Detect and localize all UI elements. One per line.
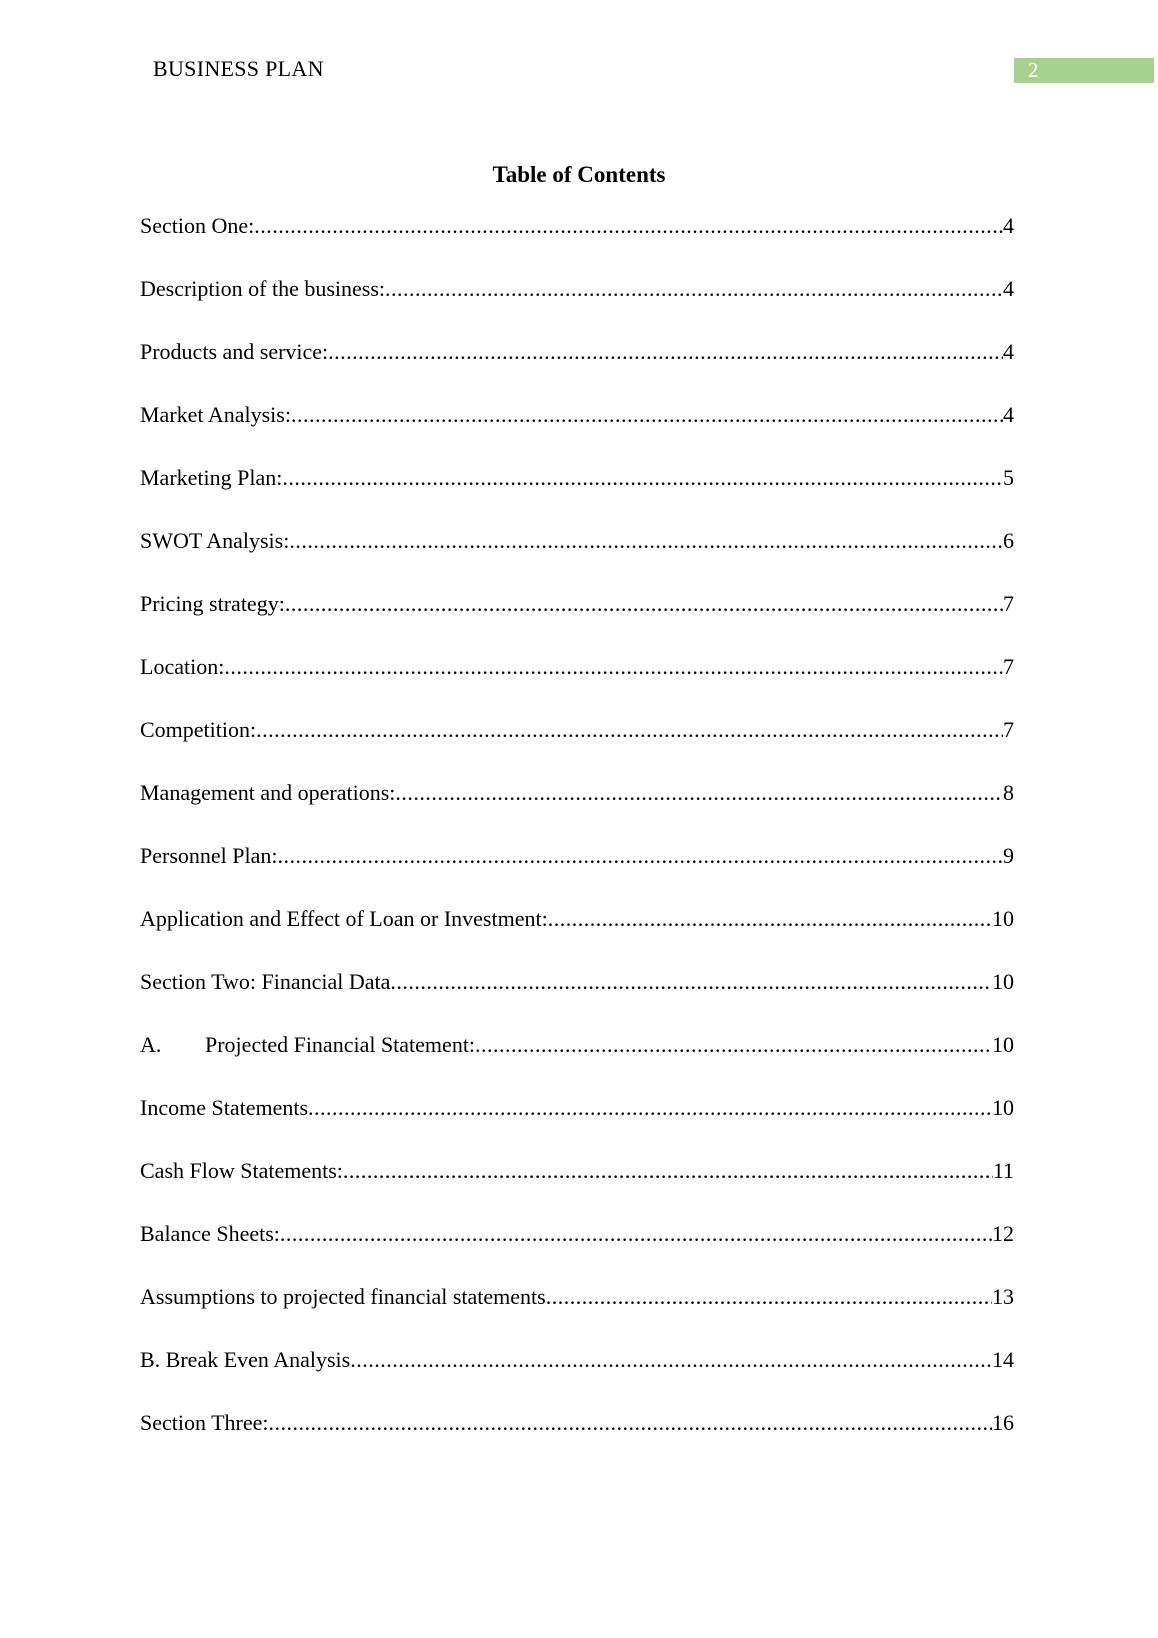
toc-entry-marketing-plan[interactable]	[140, 465, 1014, 528]
toc-leader-dots	[546, 1284, 992, 1310]
toc-leader-dots	[289, 528, 1003, 554]
toc-entry-page: 4	[1003, 402, 1014, 427]
toc-entry-projected-financial-statement[interactable]	[140, 1032, 1014, 1095]
toc-entry-page: 7	[1003, 591, 1014, 616]
toc-leader-dots	[285, 591, 1003, 617]
toc-entry-label: Description of the business:	[140, 276, 386, 301]
running-header-title: BUSINESS PLAN	[153, 56, 324, 81]
toc-entry-label: Section Three:	[140, 1410, 269, 1435]
toc-entry-label: Market Analysis:	[140, 402, 291, 427]
toc-entry-page: 4	[1003, 213, 1014, 238]
toc-entry-label: Cash Flow Statements:	[140, 1158, 343, 1183]
toc-entry-page: 8	[1003, 780, 1014, 805]
toc-entry-page: 10	[992, 1032, 1014, 1057]
toc-entry-label: Assumptions to projected financial statements	[140, 1284, 546, 1309]
toc-entry-break-even-analysis[interactable]	[140, 1347, 1014, 1410]
toc-entry-marker: A.	[140, 1032, 162, 1057]
toc-entry-page: 10	[992, 1095, 1014, 1120]
toc-entry-label: Application and Effect of Loan or Investment:	[140, 906, 548, 931]
toc-entry-label: Balance Sheets:	[140, 1221, 280, 1246]
toc-leader-dots	[350, 1347, 992, 1373]
toc-entry-page: 4	[1003, 276, 1014, 301]
toc-entry-label: Management and operations:	[140, 780, 396, 805]
toc-leader-dots	[254, 213, 1003, 239]
toc-entry-page: 10	[992, 906, 1014, 931]
toc-entry-label-group	[140, 1032, 475, 1058]
toc-entry-label: Pricing strategy:	[140, 591, 285, 616]
toc-entry-section-one[interactable]	[140, 213, 1014, 276]
toc-entry-pricing-strategy[interactable]	[140, 591, 1014, 654]
toc-entry-assumptions[interactable]	[140, 1284, 1014, 1347]
toc-entry-balance-sheets[interactable]	[140, 1221, 1014, 1284]
toc-leader-dots	[343, 1158, 993, 1184]
toc-entry-page: 5	[1003, 465, 1014, 490]
toc-entry-label: Projected Financial Statement:	[205, 1032, 476, 1057]
toc-leader-dots	[278, 843, 1004, 869]
toc-entry-page: 14	[992, 1347, 1014, 1372]
toc-entry-income-statements[interactable]	[140, 1095, 1014, 1158]
toc-entry-label: Income Statements	[140, 1095, 309, 1120]
toc-entry-page: 11	[992, 1158, 1014, 1183]
toc-entry-page: 12	[992, 1221, 1014, 1246]
toc-entry-page: 10	[992, 969, 1014, 994]
toc-leader-dots	[308, 1095, 992, 1121]
toc-entry-page: 13	[992, 1284, 1014, 1309]
toc-entry-section-two[interactable]	[140, 969, 1014, 1032]
toc-entry-swot-analysis[interactable]	[140, 528, 1014, 591]
toc-list	[140, 213, 1014, 1473]
toc-entry-label: Section One:	[140, 213, 255, 238]
toc-entry-page: 4	[1003, 339, 1014, 364]
toc-entry-label: Section Two: Financial Data	[140, 969, 391, 994]
toc-entry-personnel-plan[interactable]	[140, 843, 1014, 906]
toc-entry-location[interactable]	[140, 654, 1014, 717]
toc-entry-management-and-operations[interactable]	[140, 780, 1014, 843]
toc-entry-label: SWOT Analysis:	[140, 528, 290, 553]
toc-leader-dots	[291, 402, 1003, 428]
toc-leader-dots	[390, 969, 992, 995]
toc-leader-dots	[256, 717, 1003, 743]
toc-entry-market-analysis[interactable]	[140, 402, 1014, 465]
toc-leader-dots	[328, 339, 1003, 365]
toc-entry-page: 9	[1003, 843, 1014, 868]
toc-leader-dots	[282, 465, 1003, 491]
toc-entry-products-and-service[interactable]	[140, 339, 1014, 402]
toc-entry-label: Products and service:	[140, 339, 329, 364]
toc-leader-dots	[475, 1032, 992, 1058]
toc-leader-dots	[280, 1221, 992, 1247]
toc-entry-label: Marketing Plan:	[140, 465, 283, 490]
toc-leader-dots	[395, 780, 1003, 806]
toc-entry-label: Competition:	[140, 717, 257, 742]
toc-entry-page: 6	[1003, 528, 1014, 553]
toc-leader-dots	[269, 1410, 993, 1436]
page-number-badge: 2	[1014, 58, 1154, 83]
toc-leader-dots	[385, 276, 1003, 302]
toc-entry-page: 7	[1003, 717, 1014, 742]
toc-leader-dots	[548, 906, 992, 932]
toc-heading: Table of Contents	[492, 162, 666, 187]
toc-entry-label: Location:	[140, 654, 225, 679]
toc-entry-competition[interactable]	[140, 717, 1014, 780]
toc-entry-loan-or-investment[interactable]	[140, 906, 1014, 969]
toc-entry-label: B. Break Even Analysis	[140, 1347, 351, 1372]
toc-entry-page: 7	[1003, 654, 1014, 679]
toc-entry-section-three[interactable]	[140, 1410, 1014, 1473]
toc-entry-description-of-business[interactable]	[140, 276, 1014, 339]
toc-leader-dots	[224, 654, 1003, 680]
toc-entry-label: Personnel Plan:	[140, 843, 278, 868]
toc-entry-cash-flow-statements[interactable]	[140, 1158, 1014, 1221]
toc-entry-page: 16	[992, 1410, 1014, 1435]
